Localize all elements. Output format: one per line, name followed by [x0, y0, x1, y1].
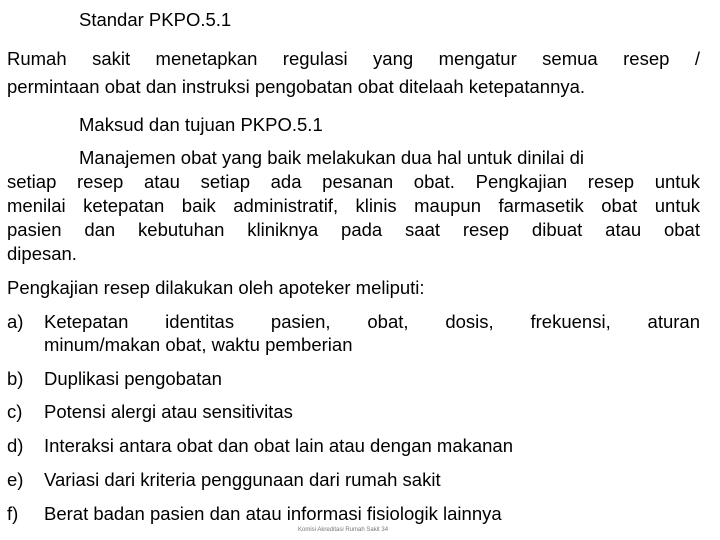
list-item-letter: b): [7, 368, 24, 389]
list-item-letter: e): [7, 469, 24, 490]
list-item-text: Berat badan pasien dan atau informasi fisiologik lainnya: [44, 503, 502, 524]
review-intro: Pengkajian resep dilakukan oleh apoteker meliputi:: [7, 277, 425, 298]
list-item-letter: a): [7, 311, 24, 332]
list-item-letter: d): [7, 435, 24, 456]
purpose-body-line-5: dipesan.: [7, 243, 77, 264]
standard-body-line-1: Rumah sakit menetapkan regulasi yang mengatur semua resep /: [7, 48, 700, 69]
purpose-body-line-2: setiap resep atau setiap ada pesanan obat. Pengkajian resep untuk: [7, 171, 700, 192]
purpose-body-line-3: menilai ketepatan baik administratif, klinis maupun farmasetik obat untuk: [7, 195, 700, 216]
list-item-text: Potensi alergi atau sensitivitas: [44, 401, 293, 422]
standard-title: Standar PKPO.5.1: [79, 9, 232, 30]
purpose-body-line-1: Manajemen obat yang baik melakukan dua hal untuk dinilai di: [79, 147, 584, 168]
list-item-text: Variasi dari kriteria penggunaan dari rumah sakit: [44, 469, 441, 490]
list-item-text: Interaksi antara obat dan obat lain atau dengan makanan: [44, 435, 514, 456]
list-item-text: Ketepatan identitas pasien, obat, dosis, frekuensi, aturan: [44, 311, 700, 332]
list-item-text-continued: minum/makan obat, waktu pemberian: [44, 334, 353, 355]
purpose-body-line-4: pasien dan kebutuhan kliniknya pada saat resep dibuat atau obat: [7, 219, 700, 240]
footer-text: Komisi Akreditasi Rumah Sakit 34: [298, 527, 389, 533]
list-item-letter: c): [7, 401, 23, 422]
purpose-title: Maksud dan tujuan PKPO.5.1: [79, 114, 323, 135]
list-item-text: Duplikasi pengobatan: [44, 368, 222, 389]
list-item-letter: f): [7, 503, 19, 524]
standard-body-line-2: permintaan obat dan instruksi pengobatan obat ditelaah ketepatannya.: [7, 76, 586, 97]
